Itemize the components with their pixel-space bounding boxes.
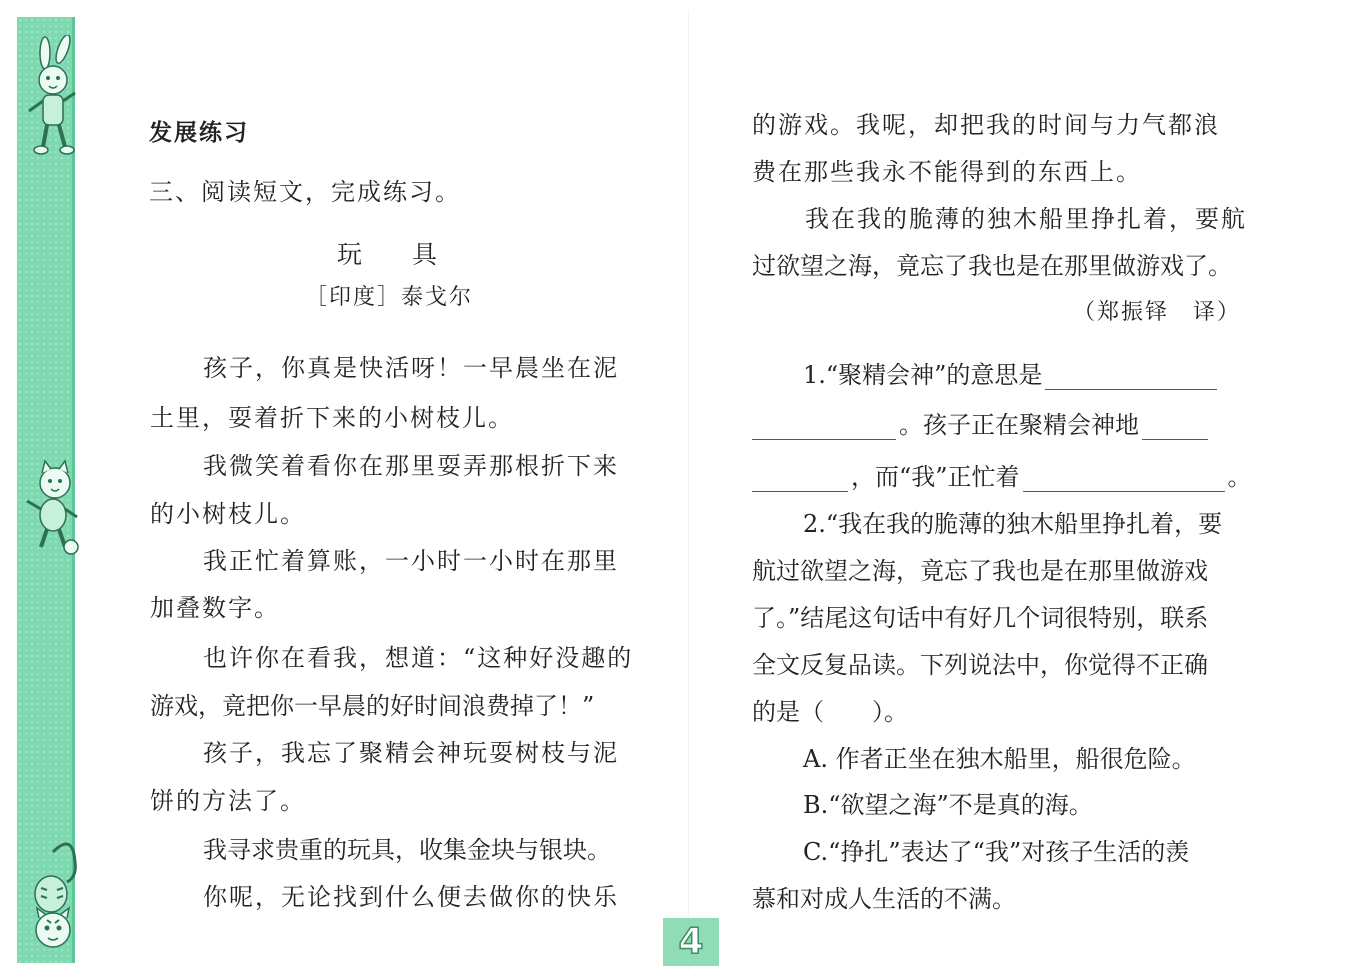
section-heading: 发展练习 bbox=[149, 120, 249, 146]
passage-author: ［印度］泰戈尔 bbox=[305, 285, 474, 310]
page-gutter bbox=[688, 10, 689, 970]
option-b: B.“欲望之海”不是真的海。 bbox=[803, 791, 1093, 819]
answer-blank[interactable] bbox=[1023, 467, 1225, 492]
passage-line: 我微笑着看你在那里耍弄那根折下来 bbox=[203, 452, 619, 480]
cat-mascot-icon bbox=[23, 457, 83, 557]
question-1-end: 。 bbox=[1227, 463, 1252, 491]
passage-line: 我正忙着算账，一小时一小时在那里 bbox=[203, 547, 619, 575]
question-1-prompt: 1.“聚精会神”的意思是 bbox=[803, 361, 1043, 389]
question-1-text: ，而“我”正忙着 bbox=[851, 463, 1020, 491]
passage-line: 孩子，你真是快活呀！一早晨坐在泥 bbox=[203, 354, 619, 382]
question-2-line: 全文反复品读。下列说法中，你觉得不正确 bbox=[752, 651, 1208, 679]
passage-line: 土里，耍着折下来的小树枝儿。 bbox=[150, 404, 514, 432]
answer-blank[interactable] bbox=[1045, 365, 1217, 390]
page-number: 4 bbox=[678, 921, 704, 962]
translator-credit: （郑振铎 译） bbox=[1073, 300, 1242, 325]
question-1-line bbox=[803, 360, 1220, 390]
question-2-line: 航过欲望之海，竟忘了我也是在那里做游戏 bbox=[752, 557, 1208, 585]
answer-blank[interactable] bbox=[752, 467, 848, 492]
question-2-line: 2.“我在我的脆薄的独木船里挣扎着，要 bbox=[803, 510, 1223, 538]
question-2-line: 了。”结尾这句话中有好几个词很特别，联系 bbox=[752, 604, 1209, 632]
passage-line: 也许你在看我，想道：“这种好没趣的 bbox=[203, 644, 634, 672]
decorative-sidebar bbox=[17, 17, 75, 963]
passage-line: 我寻求贵重的玩具，收集金块与银块。 bbox=[203, 836, 611, 864]
answer-blank[interactable] bbox=[1142, 415, 1208, 440]
answer-blank[interactable] bbox=[752, 415, 896, 440]
option-c: C.“挣扎”表达了“我”对孩子生活的羡 bbox=[803, 838, 1190, 866]
passage-line: 我在我的脆薄的独木船里挣扎着，要航 bbox=[805, 205, 1247, 233]
question-1-line bbox=[752, 410, 1211, 440]
passage-line: 的游戏。我呢，却把我的时间与力气都浪 bbox=[752, 111, 1220, 139]
tiger-mascot-icon bbox=[23, 832, 83, 962]
option-c-continued: 慕和对成人生活的不满。 bbox=[752, 885, 1016, 913]
option-a: A. 作者正坐在独木船里，船很危险。 bbox=[803, 745, 1196, 773]
passage-line: 孩子，我忘了聚精会神玩耍树枝与泥 bbox=[203, 739, 619, 767]
passage-title: 玩 具 bbox=[337, 240, 438, 269]
question-2-line: 的是（ ）。 bbox=[752, 698, 908, 726]
passage-line: 过欲望之海，竟忘了我也是在那里做游戏了。 bbox=[752, 252, 1232, 280]
passage-line: 费在那些我永不能得到的东西上。 bbox=[752, 158, 1142, 186]
question-1-line bbox=[752, 462, 1252, 492]
question-1-text: 。孩子正在聚精会神地 bbox=[899, 411, 1139, 439]
passage-line: 加叠数字。 bbox=[150, 594, 280, 622]
question-heading: 三、阅读短文，完成练习。 bbox=[149, 178, 461, 206]
passage-line: 饼的方法了。 bbox=[150, 787, 306, 815]
passage-line: 你呢，无论找到什么便去做你的快乐 bbox=[203, 883, 619, 911]
page-number-badge bbox=[663, 918, 719, 966]
rabbit-mascot-icon bbox=[23, 35, 83, 160]
passage-line: 游戏，竟把你一早晨的好时间浪费掉了！” bbox=[150, 692, 595, 720]
passage-line: 的小树枝儿。 bbox=[150, 500, 306, 528]
